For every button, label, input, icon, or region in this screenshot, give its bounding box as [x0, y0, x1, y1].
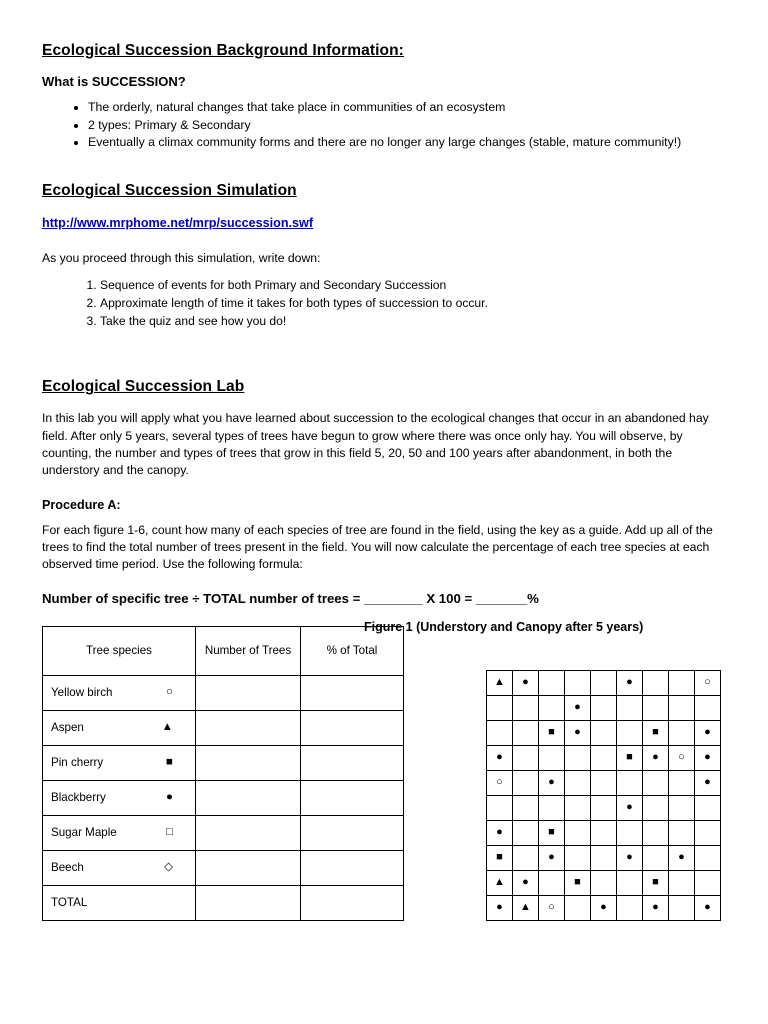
figure-grid-cell-empty — [487, 795, 513, 820]
figure-grid-row — [487, 870, 721, 895]
table-row — [43, 780, 404, 815]
figure-grid-cell-symbol — [539, 820, 565, 845]
formula-text: Number of specific tree ÷ TOTAL number of trees = ________ X 100 = _______% — [42, 590, 539, 606]
tree-symbol-icon: ■ — [652, 726, 659, 739]
figure-grid-cell-empty — [669, 695, 695, 720]
figure-grid-row — [487, 795, 721, 820]
figure-grid-cell-symbol — [539, 895, 565, 920]
figure-grid-cell-empty — [643, 795, 669, 820]
figure-grid-cell-empty — [617, 895, 643, 920]
list-item: 2. Approximate length of time it takes for both types of succession to occur. — [100, 295, 726, 312]
procedure-paragraph: For each figure 1-6, count how many of each species of tree are found in the field, using the key as a guide. Add up all of the trees to find the total number of trees present in the field. You will now calculate the percentage of each tree species at each observed time period. Use the following formula: — [42, 522, 713, 571]
table-row-total — [43, 885, 404, 920]
figure-grid-cell-empty — [695, 695, 721, 720]
figure-grid-cell-empty — [669, 670, 695, 695]
figure-grid-cell-symbol — [487, 845, 513, 870]
figure-grid-cell-empty — [695, 870, 721, 895]
figure-grid-cell-symbol — [643, 745, 669, 770]
figure-1 — [364, 620, 724, 921]
figure-grid-cell-symbol — [617, 845, 643, 870]
figure-grid-cell-symbol — [565, 870, 591, 895]
species-name: TOTAL — [51, 896, 88, 910]
cell-number[interactable] — [196, 675, 301, 710]
species-name: Blackberry — [51, 791, 106, 805]
list-item: 3. Take the quiz and see how you do! — [100, 313, 726, 330]
figure-grid-cell-empty — [617, 770, 643, 795]
figure-grid-cell-empty — [539, 695, 565, 720]
species-symbol-icon: ● — [166, 791, 173, 804]
heading-simulation: Ecological Succession Simulation — [42, 182, 297, 200]
figure-grid-cell-empty — [643, 820, 669, 845]
species-symbol-icon: ■ — [166, 756, 173, 769]
figure-grid-cell-empty — [643, 670, 669, 695]
figure-grid-row — [487, 770, 721, 795]
figure-grid-cell-symbol — [695, 720, 721, 745]
figure-grid-cell-symbol — [617, 670, 643, 695]
species-name: Sugar Maple — [51, 826, 117, 840]
figure-grid-cell-symbol — [643, 870, 669, 895]
tree-symbol-icon: ● — [522, 676, 529, 689]
figure-grid-cell-symbol — [539, 845, 565, 870]
species-symbol-icon: ▲ — [161, 721, 173, 734]
figure-grid-cell-empty — [669, 820, 695, 845]
figure-grid-cell-empty — [539, 670, 565, 695]
tree-symbol-icon: ● — [496, 751, 503, 764]
tree-symbol-icon: ▲ — [494, 876, 505, 889]
figure-grid-cell-symbol — [695, 895, 721, 920]
cell-species — [43, 850, 196, 885]
figure-grid-cell-symbol — [617, 745, 643, 770]
figure-grid-cell-empty — [565, 820, 591, 845]
species-name: Beech — [51, 861, 84, 875]
tree-symbol-icon: ● — [678, 851, 685, 864]
figure-grid-row — [487, 695, 721, 720]
figure-grid-cell-empty — [617, 720, 643, 745]
tree-symbol-icon: ■ — [652, 876, 659, 889]
figure-grid-cell-symbol — [487, 670, 513, 695]
list-item: • 2 types: Primary & Secondary — [88, 117, 726, 134]
list-item: • The orderly, natural changes that take place in communities of an ecosystem — [88, 99, 726, 116]
tree-symbol-icon: ● — [574, 701, 581, 714]
table-row — [43, 710, 404, 745]
cell-number[interactable] — [196, 710, 301, 745]
species-symbol-icon: ◇ — [164, 861, 173, 874]
tree-symbol-icon: ● — [626, 801, 633, 814]
table-row — [43, 850, 404, 885]
figure-grid-cell-empty — [591, 820, 617, 845]
simulation-intro-text: As you proceed through this simulation, write down: — [42, 251, 321, 266]
figure-grid-row — [487, 720, 721, 745]
figure-grid-cell-empty — [591, 795, 617, 820]
cell-species — [43, 710, 196, 745]
cell-number[interactable] — [196, 745, 301, 780]
tree-symbol-icon: ○ — [678, 751, 685, 764]
tree-symbol-icon: ● — [626, 851, 633, 864]
figure-grid-cell-empty — [643, 695, 669, 720]
figure-grid-cell-empty — [617, 695, 643, 720]
tree-symbol-icon: ○ — [548, 901, 555, 914]
succession-bullet-list — [42, 99, 726, 151]
tree-symbol-icon: ● — [704, 726, 711, 739]
figure-grid-cell-symbol — [487, 745, 513, 770]
figure-grid-cell-symbol — [591, 895, 617, 920]
cell-species — [43, 780, 196, 815]
cell-number[interactable] — [196, 885, 301, 920]
cell-species — [43, 885, 196, 920]
figure-grid-cell-empty — [513, 720, 539, 745]
species-name: Aspen — [51, 721, 84, 735]
tree-symbol-icon: ○ — [496, 776, 503, 789]
document-content — [42, 42, 726, 920]
column-header-species: Tree species — [43, 626, 196, 675]
species-name: Yellow birch — [51, 686, 113, 700]
tree-symbol-icon: ■ — [574, 876, 581, 889]
figure-grid-cell-empty — [669, 870, 695, 895]
figure-caption: Figure 1 (Understory and Canopy after 5 years) — [364, 619, 644, 634]
figure-grid-cell-empty — [565, 770, 591, 795]
figure-grid-cell-symbol — [643, 895, 669, 920]
figure-grid-cell-empty — [695, 795, 721, 820]
table-row — [43, 675, 404, 710]
tree-symbol-icon: ■ — [548, 826, 555, 839]
tree-symbol-icon: ● — [704, 751, 711, 764]
figure-grid-cell-empty — [591, 720, 617, 745]
figure-grid-cell-empty — [565, 795, 591, 820]
table-header-row — [43, 626, 404, 675]
figure-grid-cell-empty — [617, 820, 643, 845]
tree-symbol-icon: ● — [496, 901, 503, 914]
cell-number[interactable] — [196, 815, 301, 850]
figure-grid-row — [487, 670, 721, 695]
figure-grid-row — [487, 845, 721, 870]
figure-grid-cell-empty — [695, 820, 721, 845]
tree-symbol-icon: ■ — [626, 751, 633, 764]
figure-grid-cell-empty — [513, 770, 539, 795]
tree-symbol-icon: ● — [522, 876, 529, 889]
figure-grid-cell-symbol — [539, 720, 565, 745]
tree-symbol-icon: ● — [652, 751, 659, 764]
tree-symbol-icon: ■ — [496, 851, 503, 864]
figure-grid-cell-empty — [643, 770, 669, 795]
tree-symbol-icon: ▲ — [494, 676, 505, 689]
column-header-number: Number of Trees — [196, 626, 301, 675]
figure-grid-cell-symbol — [487, 820, 513, 845]
list-item: • Eventually a climax community forms and there are no longer any large changes (stable, mature community!) — [88, 134, 726, 151]
figure-grid-cell-empty — [591, 695, 617, 720]
column-header-percent: % of Total — [301, 626, 404, 675]
figure-grid-cell-empty — [591, 770, 617, 795]
figure-grid — [486, 670, 721, 921]
figure-grid-cell-empty — [669, 895, 695, 920]
species-symbol-icon: □ — [166, 826, 173, 839]
figure-grid-cell-empty — [695, 845, 721, 870]
figure-grid-cell-symbol — [695, 745, 721, 770]
figure-grid-cell-empty — [539, 745, 565, 770]
figure-grid-cell-symbol — [539, 770, 565, 795]
tree-symbol-icon: ● — [548, 776, 555, 789]
tree-symbol-icon: ● — [704, 901, 711, 914]
figure-grid-cell-symbol — [565, 720, 591, 745]
cell-number[interactable] — [196, 780, 301, 815]
cell-number[interactable] — [196, 850, 301, 885]
figure-grid-cell-empty — [513, 745, 539, 770]
procedure-label: Procedure A: — [42, 497, 121, 512]
figure-grid-cell-empty — [565, 745, 591, 770]
figure-grid-cell-empty — [617, 870, 643, 895]
figure-grid-cell-empty — [591, 845, 617, 870]
figure-grid-cell-symbol — [513, 895, 539, 920]
figure-grid-cell-empty — [487, 720, 513, 745]
page-title: Ecological Succession Background Information: — [42, 42, 404, 59]
table-row — [43, 745, 404, 780]
tree-symbol-icon: ● — [600, 901, 607, 914]
tree-symbol-icon: ▲ — [520, 901, 531, 914]
figure-grid-row — [487, 895, 721, 920]
heading-lab: Ecological Succession Lab — [42, 378, 245, 396]
figure-grid-cell-empty — [669, 720, 695, 745]
figure-grid-cell-empty — [513, 795, 539, 820]
figure-grid-cell-empty — [539, 795, 565, 820]
figure-grid-cell-empty — [513, 695, 539, 720]
simulation-link[interactable]: http://www.mrphome.net/mrp/succession.swf — [42, 216, 314, 231]
figure-grid-cell-empty — [669, 770, 695, 795]
list-item: 1. Sequence of events for both Primary and Secondary Succession — [100, 277, 726, 294]
tree-symbol-icon: ● — [496, 826, 503, 839]
figure-grid-cell-empty — [539, 870, 565, 895]
cell-species — [43, 745, 196, 780]
figure-grid-cell-empty — [513, 845, 539, 870]
figure-grid-cell-empty — [591, 870, 617, 895]
figure-grid-cell-empty — [591, 745, 617, 770]
tree-symbol-icon: ■ — [548, 726, 555, 739]
figure-grid-row — [487, 820, 721, 845]
figure-grid-cell-empty — [565, 845, 591, 870]
table-row — [43, 815, 404, 850]
subheading-what-is-succession: What is SUCCESSION? — [42, 74, 186, 89]
cell-species — [43, 815, 196, 850]
simulation-steps-list — [42, 277, 726, 329]
lab-paragraph: In this lab you will apply what you have learned about succession to the ecological changes that occur in an abandoned hay field. After only 5 years, several types of trees have begun to grow where there was once only hay. You will observe, by counting, the number and types of trees that grow in this field 5, 20, 50 and 100 years after abandonment, in both the understory and the canopy. — [42, 411, 709, 478]
figure-grid-row — [487, 745, 721, 770]
figure-grid-cell-symbol — [487, 770, 513, 795]
species-name: Pin cherry — [51, 756, 104, 770]
tree-symbol-icon: ● — [574, 726, 581, 739]
tree-species-table — [42, 626, 404, 921]
figure-grid-cell-symbol — [513, 870, 539, 895]
figure-grid-cell-symbol — [669, 845, 695, 870]
tree-symbol-icon: ● — [626, 676, 633, 689]
figure-grid-cell-empty — [591, 670, 617, 695]
figure-grid-cell-empty — [565, 895, 591, 920]
figure-grid-cell-symbol — [695, 770, 721, 795]
figure-grid-cell-symbol — [617, 795, 643, 820]
figure-grid-cell-symbol — [695, 670, 721, 695]
figure-grid-cell-symbol — [487, 895, 513, 920]
tree-symbol-icon: ● — [652, 901, 659, 914]
cell-species — [43, 675, 196, 710]
figure-grid-cell-symbol — [669, 745, 695, 770]
figure-grid-cell-empty — [487, 695, 513, 720]
tree-symbol-icon: ○ — [704, 676, 711, 689]
tree-symbol-icon: ● — [548, 851, 555, 864]
lower-area — [42, 620, 726, 920]
figure-grid-cell-symbol — [513, 670, 539, 695]
figure-grid-cell-symbol — [565, 695, 591, 720]
species-symbol-icon: ○ — [166, 686, 173, 699]
figure-grid-cell-empty — [513, 820, 539, 845]
tree-symbol-icon: ● — [704, 776, 711, 789]
figure-grid-cell-empty — [643, 845, 669, 870]
figure-grid-cell-empty — [669, 795, 695, 820]
figure-grid-cell-symbol — [643, 720, 669, 745]
figure-grid-cell-symbol — [487, 870, 513, 895]
figure-grid-cell-empty — [565, 670, 591, 695]
